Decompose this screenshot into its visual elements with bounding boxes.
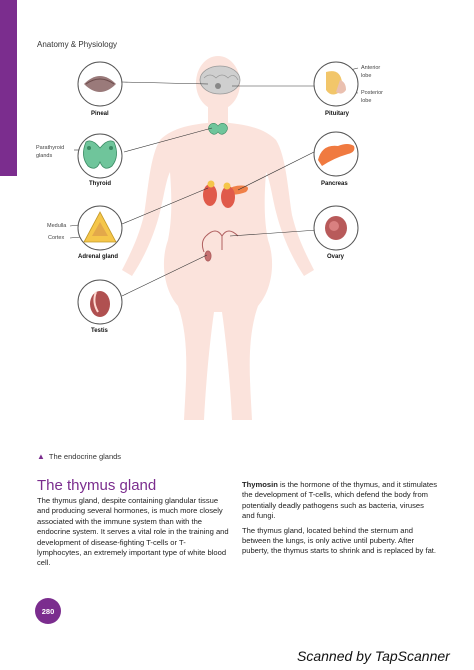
pineal-circle	[78, 62, 122, 106]
label-parathyroid-glands: Parathyroid glands	[36, 145, 65, 159]
body-silhouette	[122, 56, 314, 420]
label-pancreas: Pancreas	[321, 181, 348, 187]
label-posterior-lobe: Posterior lobe	[361, 90, 384, 104]
label-pineal: Pineal	[91, 111, 109, 117]
paragraph-left: The thymus gland, despite containing glandular tissue and producing several hormones, is much more closely associated with the immune system than with the endocrine system. It serves a vital role in the training and development of disease-fighting T-cells or T-lymphocytes, an extremely important type of white blood cell.	[37, 496, 229, 568]
adrenal-circle	[78, 206, 122, 250]
brain-icon	[200, 66, 240, 94]
label-adrenal-gland: Adrenal gland	[78, 254, 119, 260]
thyroid-circle	[78, 134, 122, 178]
label-anterior-lobe: Anterior lobe	[361, 65, 381, 79]
page-number: 280	[35, 598, 61, 624]
testis-circle	[78, 280, 122, 324]
pancreas-circle	[314, 132, 358, 176]
section-title: The thymus gland	[37, 477, 157, 494]
label-thyroid: Thyroid	[89, 181, 111, 187]
label-pituitary: Pituitary	[325, 111, 350, 117]
pituitary-circle	[314, 62, 358, 106]
ovary-circle	[314, 206, 358, 250]
figure-caption: ▲ The endocrine glands	[37, 452, 122, 461]
label-medulla: Medulla	[47, 223, 67, 229]
label-ovary: Ovary	[327, 254, 345, 260]
paragraph-right-1: Thymosin is the hormone of the thymus, and it stimulates the development of T-cells, which defend the body from potentially deadly pathogens such as bacteria, viruses and fungi.	[242, 480, 437, 521]
triangle-icon: ▲	[37, 452, 45, 461]
paragraph-right-2: The thymus gland, located behind the sternum and between the lungs, is only active until puberty. After puberty, the thymus starts to shrink and is replaced by fat.	[242, 525, 437, 556]
right-column	[242, 480, 438, 561]
running-header: Anatomy & Physiology	[37, 40, 118, 49]
label-cortex: Cortex	[48, 235, 65, 241]
scanner-watermark: Scanned by TapScanner	[297, 648, 450, 664]
left-column	[37, 496, 229, 573]
label-testis: Testis	[91, 328, 108, 334]
